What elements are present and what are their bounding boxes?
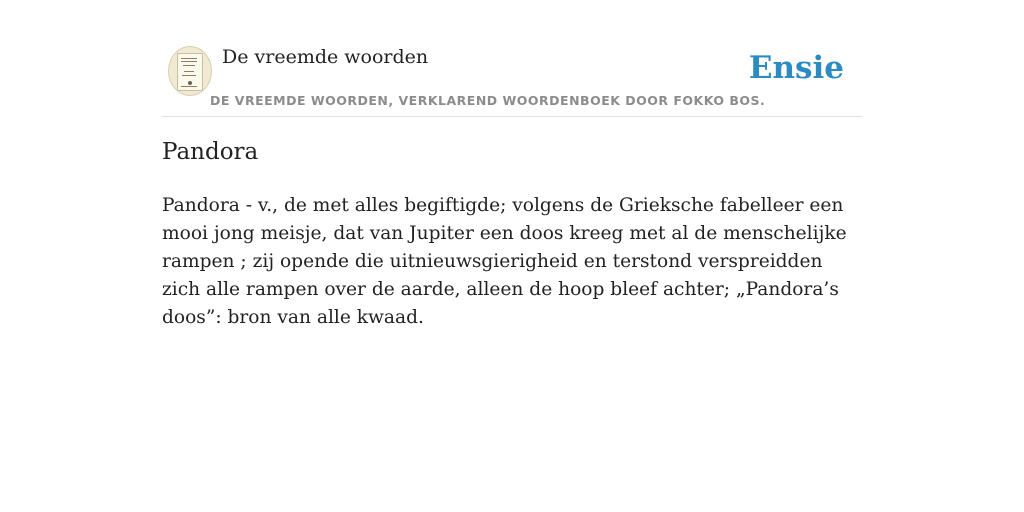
cover-text-line: [181, 58, 197, 59]
cover-text-line: [182, 75, 196, 76]
cover-text-line: [181, 61, 197, 62]
cover-text-line: [181, 86, 197, 87]
book-cover-page: [177, 53, 203, 91]
book-subtitle: DE VREEMDE WOORDEN, VERKLAREND WOORDENBOEK DOOR FOKKO BOS.: [210, 93, 766, 108]
entry-title: Pandora: [162, 139, 259, 165]
cover-emblem: [188, 81, 192, 85]
entry-body: Pandora - v., de met alles begiftigde; volgens de Grieksche fabelleer een mooi jong meisje, dat van Jupiter een doos kreeg met al de menschelijke rampen ; zij opende die uitnieuwsgierigheid en terstond verspreidden zich alle rampen over de aarde, alleen de hoop bleef achter; „Pandora’s doos”: bron van alle kwaad.: [162, 195, 847, 328]
book-cover-icon[interactable]: [168, 46, 212, 96]
book-header: [162, 40, 862, 117]
ensie-logo[interactable]: Ensie: [748, 50, 844, 86]
cover-text-line: [184, 71, 194, 72]
book-title[interactable]: De vreemde woorden: [222, 46, 429, 68]
cover-text-line: [183, 65, 195, 66]
